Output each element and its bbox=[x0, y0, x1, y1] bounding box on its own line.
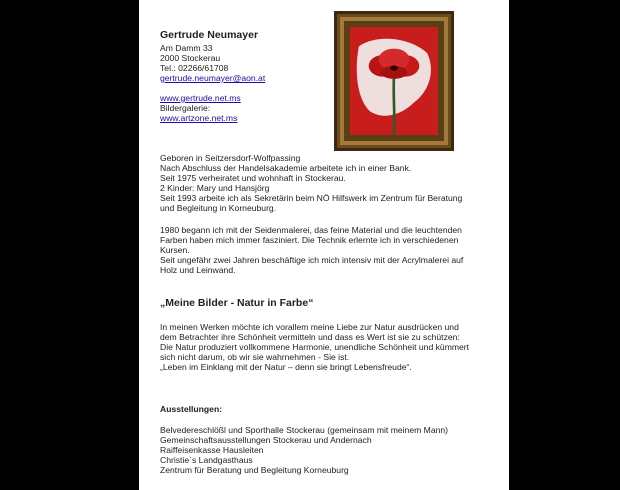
art-line: Kursen. bbox=[160, 245, 190, 255]
motto-heading: „Meine Bilder - Natur in Farbe“ bbox=[160, 297, 314, 309]
address-street: Am Damm 33 bbox=[160, 43, 213, 53]
art-line: Holz und Leinwand. bbox=[160, 265, 236, 275]
motto-line: „Leben im Einklang mit der Natur – denn sie bringt Lebensfreude“. bbox=[160, 362, 412, 372]
exhibition-item: Gemeinschaftsausstellungen Stockerau und Andernach bbox=[160, 435, 372, 445]
bio-line: Nach Abschluss der Handelsakademie arbeitete ich in einer Bank. bbox=[160, 163, 412, 173]
phone: Tel.: 02266/61708 bbox=[160, 63, 229, 73]
website-link[interactable]: www.gertrude.net.ms bbox=[160, 93, 241, 103]
motto-line: In meinen Werken möchte ich vorallem meine Liebe zur Natur ausdrücken und bbox=[160, 322, 459, 332]
exhibition-item: Zentrum für Beratung und Begleitung Korneuburg bbox=[160, 465, 349, 475]
exhibition-item: Raiffeisenkasse Hausleiten bbox=[160, 445, 264, 455]
bio-line: Seit 1993 arbeite ich als Sekretärin beim NÖ Hilfswerk im Zentrum für Beratung bbox=[160, 193, 463, 203]
document-page bbox=[139, 0, 509, 490]
motto-line: Die Natur produziert vollkommene Harmonie, unendliche Schönheit und kümmert bbox=[160, 342, 470, 352]
bio-line: und Begleitung in Korneuburg. bbox=[160, 203, 277, 213]
exhibition-item: Belvedereschlößl und Sporthalle Stockerau (gemeinsam mit meinem Mann) bbox=[160, 425, 449, 435]
art-line: Seit ungefähr zwei Jahren beschäftige ich mich intensiv mit der Acrylmalerei auf bbox=[160, 255, 464, 265]
motto-line: sich nicht darum, ob wir sie wahrnehmen - Sie ist. bbox=[160, 352, 350, 362]
email-link[interactable]: gertrude.neumayer@aon.at bbox=[160, 73, 266, 83]
exhibitions-heading: Ausstellungen: bbox=[160, 404, 223, 414]
artist-name: Gertrude Neumayer bbox=[160, 29, 259, 41]
motto-line: dem Betrachter ihre Schönheit vermitteln und dass es Wert ist sie zu schützen: bbox=[160, 332, 460, 342]
bio-line: 2 Kinder: Mary und Hansjörg bbox=[160, 183, 270, 193]
address-city: 2000 Stockerau bbox=[160, 53, 221, 63]
art-line: 1980 begann ich mit der Seidenmalerei, das feine Material und die leuchtenden bbox=[160, 225, 462, 235]
gallery-label: Bildergalerie: bbox=[160, 103, 211, 113]
exhibition-item: Christie`s Landgasthaus bbox=[160, 455, 253, 465]
bio-line: Geboren in Seitzersdorf-Wolfpassing bbox=[160, 153, 301, 163]
painting-frame bbox=[334, 11, 454, 151]
gallery-link[interactable]: www.artzone.net.ms bbox=[160, 113, 238, 123]
art-line: Farben haben mich immer fasziniert. Die Technik erlernte ich in verschiedenen bbox=[160, 235, 459, 245]
poppy-painting bbox=[350, 27, 438, 135]
bio-line: Seit 1975 verheiratet und wohnhaft in Stockerau. bbox=[160, 173, 346, 183]
